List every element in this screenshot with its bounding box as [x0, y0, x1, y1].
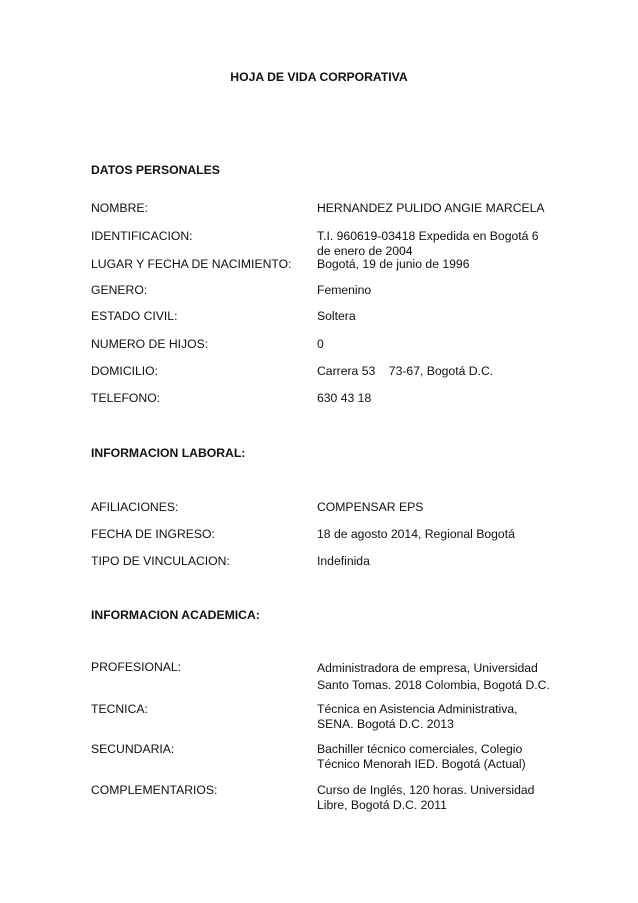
field-label-nacimiento: LUGAR Y FECHA DE NACIMIENTO: — [91, 257, 292, 271]
section-heading-academica: INFORMACION ACADEMICA: — [91, 608, 260, 622]
field-label-identificacion: IDENTIFICACION: — [91, 229, 193, 243]
field-label-tecnica: TECNICA: — [91, 702, 148, 716]
field-label-secundaria: SECUNDARIA: — [91, 742, 175, 756]
field-label-telefono: TELEFONO: — [91, 391, 161, 405]
field-label-fecha-ingreso: FECHA DE INGRESO: — [91, 527, 215, 541]
field-value-identificacion: T.I. 960619-03418 Expedida en Bogotá 6 de enero de 2004 — [317, 229, 539, 258]
field-value-tecnica: Técnica en Asistencia Administrativa, SENA. Bogotá D.C. 2013 — [317, 702, 518, 731]
field-value-domicilio: Carrera 53 73-67, Bogotá D.C. — [317, 364, 494, 378]
document-title: HOJA DE VIDA CORPORATIVA — [230, 70, 408, 84]
field-value-estado-civil: Soltera — [317, 309, 356, 323]
field-value-nacimiento: Bogotá, 19 de junio de 1996 — [317, 257, 470, 271]
field-value-profesional: Administradora de empresa, Universidad Santo Tomas. 2018 Colombia, Bogotá D.C. — [317, 661, 550, 692]
field-label-hijos: NUMERO DE HIJOS: — [91, 337, 209, 351]
section-heading-personal: DATOS PERSONALES — [91, 163, 220, 177]
field-value-telefono: 630 43 18 — [317, 391, 372, 405]
field-value-hijos: 0 — [317, 337, 324, 351]
field-label-estado-civil: ESTADO CIVIL: — [91, 309, 178, 323]
field-value-complementarios: Curso de Inglés, 120 horas. Universidad Libre, Bogotá D.C. 2011 — [317, 783, 535, 812]
field-label-complementarios: COMPLEMENTARIOS: — [91, 783, 218, 797]
field-value-nombre: HERNANDEZ PULIDO ANGIE MARCELA — [317, 201, 545, 215]
field-label-profesional: PROFESIONAL: — [91, 660, 182, 674]
field-value-genero: Femenino — [317, 283, 372, 297]
field-label-genero: GENERO: — [91, 283, 148, 297]
field-label-afiliaciones: AFILIACIONES: — [91, 500, 179, 514]
field-value-secundaria: Bachiller técnico comerciales, Colegio Técnico Menorah IED. Bogotá (Actual) — [317, 742, 526, 771]
field-label-vinculacion: TIPO DE VINCULACION: — [91, 554, 230, 568]
field-value-afiliaciones: COMPENSAR EPS — [317, 500, 424, 514]
field-label-nombre: NOMBRE: — [91, 201, 148, 215]
field-value-vinculacion: Indefinida — [317, 554, 370, 568]
section-heading-laboral: INFORMACION LABORAL: — [91, 446, 246, 460]
field-value-fecha-ingreso: 18 de agosto 2014, Regional Bogotá — [317, 527, 515, 541]
field-label-domicilio: DOMICILIO: — [91, 364, 159, 378]
